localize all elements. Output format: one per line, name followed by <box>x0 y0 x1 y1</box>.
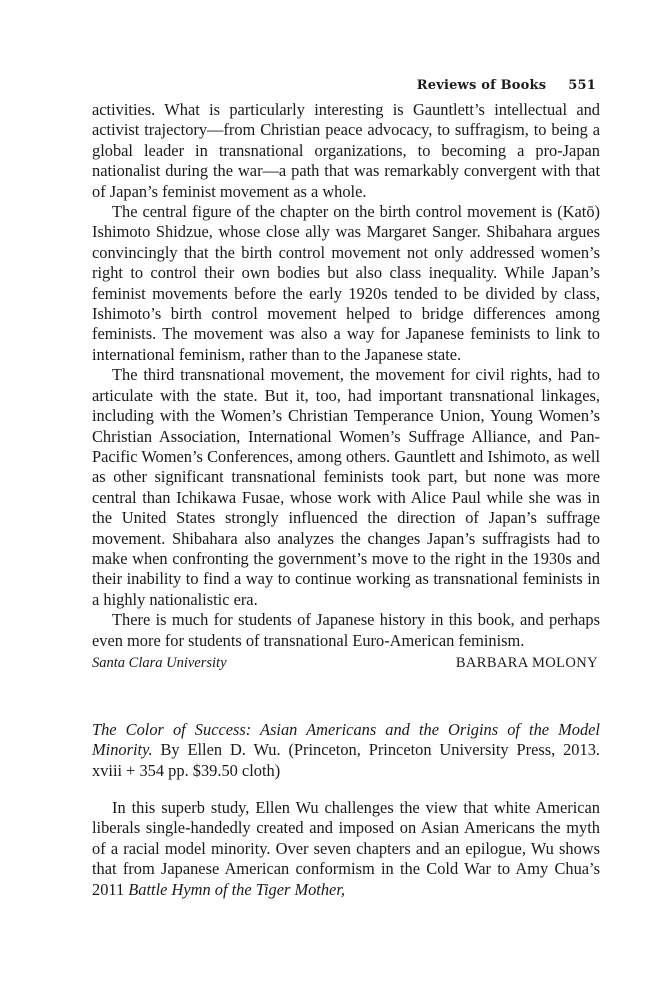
book-details: By Ellen D. Wu. (Princeton, Princeton University Press, 2013. xviii + 354 pp. $39.50 cloth) <box>92 740 600 780</box>
cited-work-title: Battle Hymn of the Tiger Mother, <box>128 879 345 899</box>
reviewer-affiliation: Santa Clara University <box>92 655 227 671</box>
review-paragraph: There is much for students of Japanese history in this book, and perhaps even more for students of transnational Euro-American feminism. <box>92 610 600 650</box>
review-signature <box>92 655 600 672</box>
running-head-title: Reviews of Books <box>416 78 547 93</box>
review-paragraph-text: In this superb study, Ellen Wu challenges the view that white American liberals single-handedly created and imposed on Asian Americans the myth of a racial model minority. Over seven chapters and an epilogue, Wu shows that from Japanese American conformism in the Cold War to Amy Chua’s 2011 <box>92 798 600 899</box>
review-paragraph: The third transnational movement, the movement for civil rights, had to articulate with the state. But it, too, had important transnational linkages, including with the Women’s Christian Temperance Union, Young Women’s Christian Association, International Women’s Suffrage Alliance, and Pan-Pacific Women’s Conferences, among others. Gauntlett and Ishimoto, as well as other significant transnational feminists took part, but none was more central than Ichikawa Fusae, whose work with Alice Paul while she was in the United States strongly influenced the direction of Japan’s suffrage movement. Shibahara also analyzes the changes Japan’s suffragists had to make when confronting the government’s move to the right in the 1930s and their inability to find a way to continue working as transnational feminists in a highly nationalistic era. <box>92 365 600 609</box>
page-number: 551 <box>568 78 596 93</box>
review-paragraph: activities. What is particularly interesting is Gauntlett’s intellectual and activist trajectory—from Christian peace advocacy, to suffragism, to being a global leader in transnational organizations, to becoming a pro-Japan nationalist during the war—a path that was remarkably convergent with that of Japan’s feminist movement as a whole. <box>92 100 600 201</box>
review-body-2 <box>92 798 600 900</box>
review-body <box>92 100 600 651</box>
review-paragraph: The central figure of the chapter on the birth control movement is (Katō) Ishimoto Shidzue, whose close ally was Margaret Sanger. Shibahara argues convincingly that the birth control movement not only addressed women’s right to control their own bodies but also class inequality. While Japan’s feminist movements before the early 1920s tended to be divided by class, Ishimoto’s birth control movement helped to bridge differences among feminists. The movement was also a way for Japanese feminists to link to international feminism, rather than to the Japanese state. <box>92 202 600 364</box>
review-paragraph <box>92 798 600 900</box>
running-head <box>417 78 596 93</box>
book-citation <box>92 720 600 781</box>
book-title: The Color of Success: Asian Americans and the Origins of the Model Minority. <box>92 720 600 760</box>
reviewer-name: BARBARA MOLONY <box>455 655 598 671</box>
